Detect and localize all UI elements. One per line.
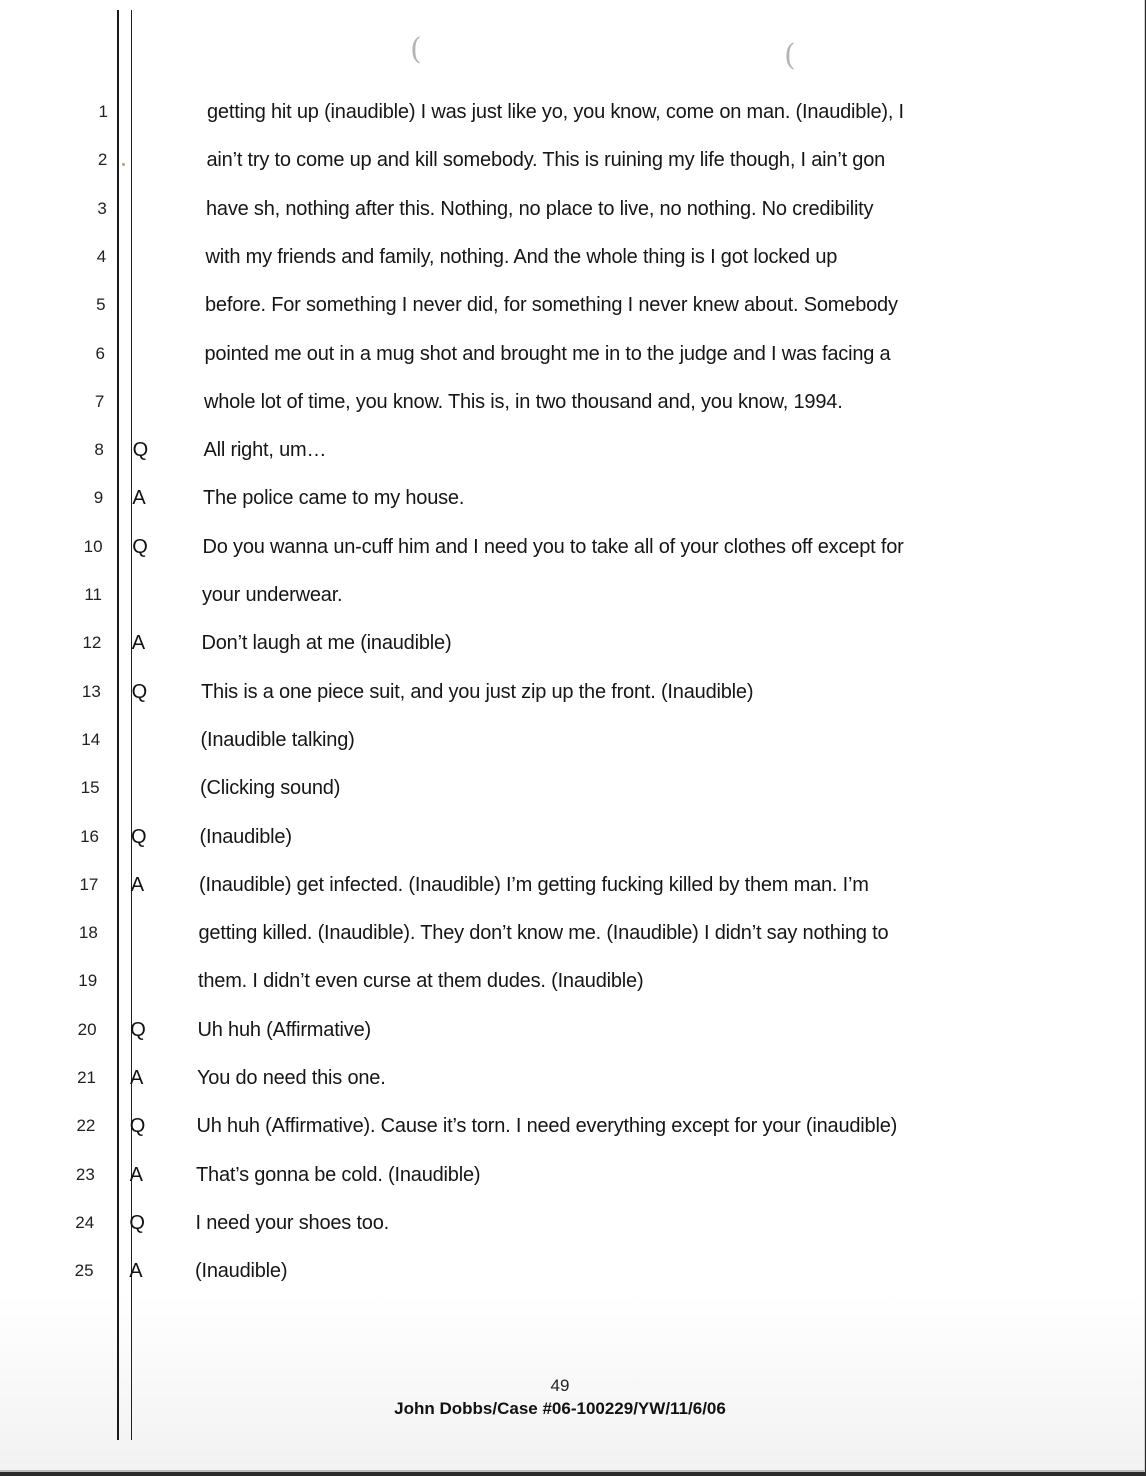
- speaker-label: Q: [132, 439, 149, 462]
- line-text: All right, um…: [203, 439, 327, 462]
- line-number: 10: [83, 536, 103, 556]
- speaker-label: Q: [131, 825, 147, 848]
- transcript-line: [0, 242, 1100, 272]
- line-text: with my friends and family, nothing. And the whole thing is I got locked up: [205, 245, 838, 268]
- transcript-line: [0, 677, 1100, 707]
- line-number: 13: [81, 681, 101, 701]
- scan-artifact-mark: (: [410, 32, 422, 67]
- speaker-label: Q: [131, 680, 148, 703]
- transcript-line: [0, 194, 1100, 224]
- line-text: have sh, nothing after this. Nothing, no place to live, no nothing. No credibility: [206, 197, 874, 220]
- case-footer: John Dobbs/Case #06-100229/YW/11/6/06: [394, 1399, 726, 1418]
- line-text: The police came to my house.: [203, 487, 465, 510]
- transcript-line: [0, 387, 1100, 417]
- transcript-line: [0, 822, 1100, 852]
- transcript-line: [0, 918, 1100, 948]
- line-number: 4: [96, 246, 107, 266]
- transcript-line: [0, 966, 1100, 996]
- line-number: 25: [74, 1261, 94, 1281]
- transcript-line: [0, 725, 1100, 755]
- line-text: (Inaudible) get infected. (Inaudible) I’m getting fucking killed by them man. I’m: [199, 873, 869, 896]
- speaker-label: Q: [132, 535, 148, 558]
- line-number: 17: [79, 874, 99, 894]
- speaker-label: A: [130, 873, 145, 896]
- transcript-line: [0, 145, 1100, 175]
- line-text: before. For something I never did, for something I never knew about. Somebody: [205, 294, 898, 317]
- transcript-line: [0, 1256, 1100, 1286]
- line-text: Uh huh (Affirmative). Cause it’s torn. I need everything except for your (inaudible): [196, 1115, 898, 1138]
- transcript-line: [0, 483, 1100, 513]
- transcript-line: [0, 580, 1100, 610]
- line-number: 5: [96, 295, 106, 315]
- line-number: 11: [84, 585, 102, 604]
- speaker-label: A: [129, 1260, 143, 1283]
- transcript-line: [0, 1208, 1100, 1238]
- line-number: 19: [78, 971, 98, 991]
- line-text: pointed me out in a mug shot and brought me in to the judge and I was facing a: [204, 342, 891, 365]
- line-number: 14: [81, 729, 101, 749]
- transcript-line: [0, 773, 1100, 803]
- line-number: 15: [80, 778, 100, 798]
- line-text: I need your shoes too.: [195, 1211, 390, 1234]
- line-text: them. I didn’t even curse at them dudes. (Inaudible): [198, 970, 644, 993]
- line-text: (Inaudible): [195, 1260, 288, 1283]
- speaker-label: A: [130, 1067, 144, 1089]
- line-number: 3: [97, 198, 107, 218]
- speaker-label: A: [129, 1163, 143, 1186]
- transcript-line: [0, 1160, 1100, 1190]
- transcript-line: [0, 1111, 1100, 1141]
- line-text: your underwear.: [202, 584, 343, 606]
- line-text: (Clicking sound): [200, 777, 341, 800]
- transcript-line: [0, 870, 1100, 900]
- line-number: 18: [78, 923, 98, 943]
- line-number: 16: [80, 826, 99, 846]
- page-number: 49: [550, 1376, 570, 1395]
- transcript-line: [0, 97, 1100, 127]
- transcript-line: [0, 628, 1100, 658]
- line-number: 6: [95, 343, 105, 363]
- line-number: 20: [77, 1019, 97, 1039]
- line-number: 9: [93, 488, 104, 508]
- line-number: 21: [77, 1068, 96, 1087]
- line-text: Don’t laugh at me (inaudible): [201, 632, 452, 655]
- line-number: 23: [75, 1164, 95, 1184]
- line-number: 24: [75, 1212, 95, 1232]
- transcript-line: [0, 1015, 1100, 1045]
- line-text: (Inaudible talking): [200, 728, 355, 751]
- speaker-label: A: [132, 487, 146, 510]
- line-text: whole lot of time, you know. This is, in two thousand and, you know, 1994.: [204, 390, 843, 413]
- transcript-line: [0, 435, 1100, 465]
- line-number: 7: [94, 391, 105, 411]
- line-number: 12: [82, 633, 102, 653]
- line-text: getting hit up (inaudible) I was just like yo, you know, come on man. (Inaudible), I: [207, 101, 904, 123]
- line-text: (Inaudible): [199, 825, 292, 848]
- speaker-label: A: [131, 632, 146, 655]
- line-number: 8: [94, 440, 104, 460]
- line-text: You do need this one.: [197, 1067, 386, 1089]
- line-number: 22: [76, 1116, 96, 1136]
- line-text: Do you wanna un-cuff him and I need you to take all of your clothes off except for: [202, 535, 904, 558]
- scan-artifact-mark: (: [784, 38, 796, 73]
- line-text: getting killed. (Inaudible). They don’t know me. (Inaudible) I didn’t say nothing to: [198, 922, 889, 945]
- line-text: Uh huh (Affirmative): [197, 1018, 371, 1041]
- speaker-label: Q: [129, 1211, 145, 1234]
- transcript-line: [0, 290, 1100, 320]
- transcript-line: [0, 1063, 1100, 1093]
- line-text: That’s gonna be cold. (Inaudible): [196, 1163, 481, 1186]
- transcript-line: [0, 339, 1100, 369]
- transcript-line: [0, 532, 1100, 562]
- speaker-label: Q: [129, 1115, 146, 1138]
- line-text: ain’t try to come up and kill somebody. This is ruining my life though, I ain’t gon: [206, 149, 886, 172]
- line-text: This is a one piece suit, and you just zip up the front. (Inaudible): [201, 680, 754, 703]
- line-number: 1: [98, 102, 108, 121]
- line-number: 2: [97, 150, 108, 170]
- speaker-label: Q: [130, 1018, 146, 1041]
